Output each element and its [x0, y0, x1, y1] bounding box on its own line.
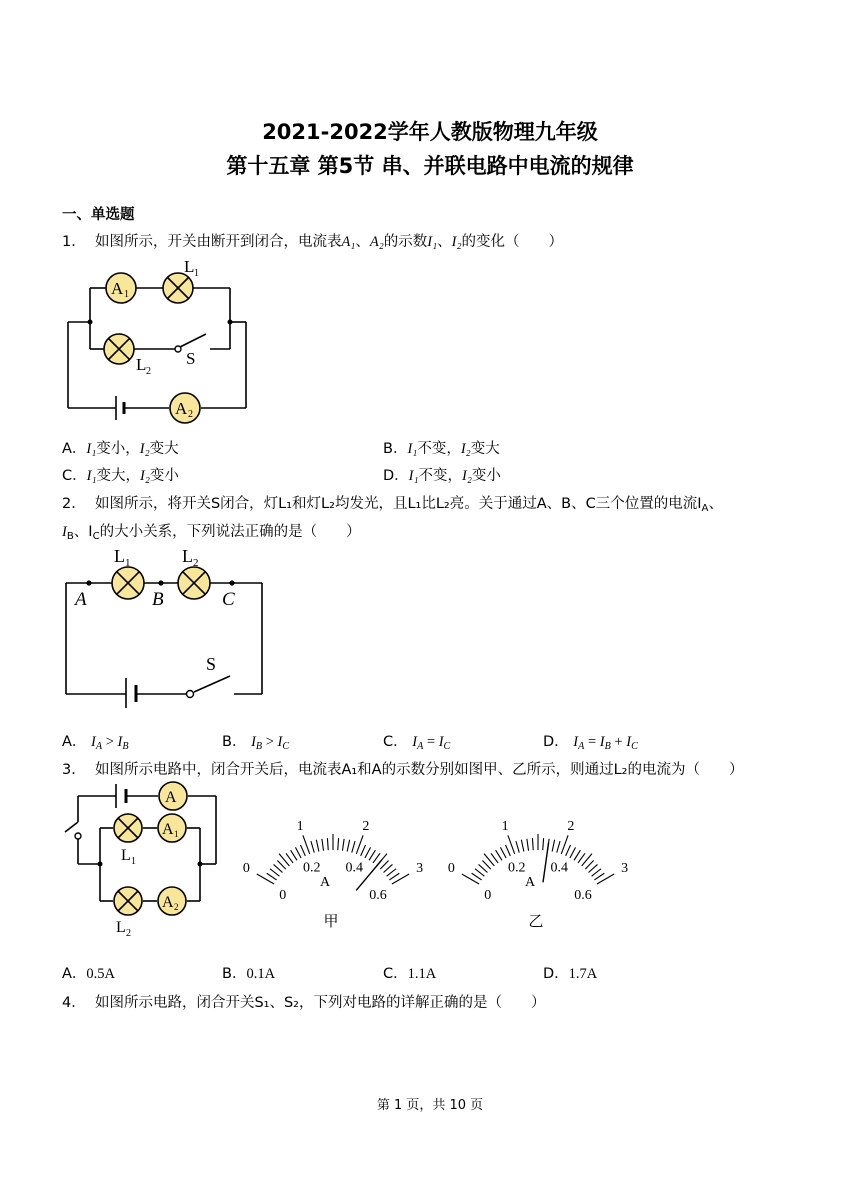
- q3-a2-sub: 2: [174, 902, 179, 912]
- meter-tick: [369, 850, 375, 860]
- meter-tick: [589, 864, 598, 872]
- page-footer: 第 1 页，共 10 页: [376, 1098, 484, 1113]
- q2-stem-line-1: 2． 如图所示，将开关S闭合，灯L₁和灯L₂均发光，且L₁比L₂亮。关于通过A、B、C三个位置的电流$I_A$、: [62, 496, 723, 514]
- meter-tick: [585, 860, 593, 869]
- meter-jia-outer-1: 1: [296, 818, 304, 834]
- q2-number: 2．: [62, 496, 86, 512]
- q1-option-a[interactable]: A．I₁变小，I₂变大: [62, 441, 179, 457]
- section-heading: 一、单选题: [62, 207, 135, 223]
- q3-option-b[interactable]: B．0.1A: [222, 966, 276, 982]
- q1-circuit-diagram: [60, 252, 260, 422]
- meter-yi-outer-3: 3: [621, 861, 629, 876]
- q1-stem-b: 、: [355, 234, 370, 250]
- q1-stem-e: 的变化（ ）: [461, 234, 564, 250]
- meter-tick: [384, 864, 393, 872]
- q2-option-b[interactable]: B． $I_B > I_C$: [222, 734, 290, 752]
- meter-tick: [295, 847, 301, 858]
- q2-l2-sub: 2: [193, 557, 199, 569]
- meter-tick: [566, 845, 571, 856]
- meter-tick: [462, 874, 479, 884]
- q1-s-label: S: [186, 349, 196, 368]
- meter-tick: [475, 869, 484, 876]
- q3-l2-sub: 2: [126, 928, 131, 939]
- q1-a2-sub: 2: [188, 409, 193, 420]
- meter-tick: [311, 841, 314, 853]
- q1-var-i1: I₁: [427, 234, 438, 250]
- meter-tick: [472, 873, 482, 880]
- q3-l2-label: L: [116, 919, 126, 936]
- q1-var-a2: A₂: [369, 234, 384, 250]
- q2-option-d[interactable]: D． $I_A = I_B + I_C$: [543, 734, 638, 752]
- meter-tick: [387, 869, 396, 876]
- meter-tick: [500, 847, 506, 858]
- meter-tick: [516, 841, 519, 853]
- meter-tick: [570, 847, 576, 858]
- meter-jia-outer-3: 3: [416, 861, 424, 876]
- q1-option-d[interactable]: D．I₁不变，I₂变小: [383, 468, 501, 484]
- meter-tick: [274, 864, 283, 872]
- q1-l2-sub: 2: [146, 366, 151, 377]
- q2-l2-label: L: [182, 546, 193, 566]
- q2-l1-label: L: [114, 546, 125, 566]
- meter-tick: [380, 860, 388, 869]
- meter-tick: [327, 838, 328, 850]
- meter-tick: [316, 840, 318, 852]
- meter-yi-dial: [433, 796, 643, 936]
- q2-option-a[interactable]: A． $I_A > I_B$: [62, 734, 129, 752]
- meter-tick: [338, 838, 339, 850]
- meter-tick: [557, 841, 560, 853]
- meter-tick: [342, 839, 344, 851]
- meter-yi-caption: 乙: [528, 914, 544, 930]
- q1-l1-label: L: [184, 257, 195, 276]
- meter-tick: [303, 835, 310, 854]
- meter-tick: [347, 840, 349, 852]
- meter-yi-inner-0: 0: [484, 888, 492, 903]
- meter-yi-inner-2: 0.4: [550, 860, 568, 876]
- meter-tick: [373, 853, 380, 863]
- q3-a1-label: A: [162, 821, 174, 838]
- meter-yi-inner-1: 0.2: [508, 860, 526, 876]
- q1-stem-d: 、: [437, 234, 452, 250]
- q1-stem: [62, 230, 563, 251]
- meter-tick: [300, 845, 305, 856]
- meter-tick: [543, 838, 544, 850]
- meter-tick: [322, 839, 324, 851]
- meter-jia-unit: A: [319, 875, 331, 890]
- meter-tick: [578, 853, 585, 863]
- meter-jia-outer-0: 0: [242, 861, 250, 876]
- q1-option-c[interactable]: C．I₁变大，I₂变小: [62, 468, 179, 484]
- q3-a-label: A: [165, 789, 177, 806]
- q2-point-b-label: B: [152, 589, 164, 610]
- meter-tick: [291, 850, 297, 860]
- meter-tick: [592, 869, 601, 876]
- q1-a1-label: A: [111, 279, 124, 298]
- title-line-2: 第十五章 第5节 串、并联电路中电流的规律: [226, 154, 634, 178]
- q2-circuit-diagram: [60, 542, 270, 702]
- meter-tick: [286, 853, 293, 863]
- q1-number: 1．: [62, 234, 86, 250]
- meter-tick: [267, 873, 277, 880]
- q1-l1-sub: 1: [194, 268, 199, 279]
- meter-tick: [505, 845, 510, 856]
- q3-option-a[interactable]: A．0.5A: [62, 966, 116, 982]
- meter-yi-unit: A: [524, 875, 536, 890]
- meter-tick: [574, 850, 580, 860]
- meter-jia-caption: 甲: [323, 914, 339, 930]
- q3-switch-icon: [75, 833, 81, 839]
- q1-stem-a: 如图所示，开关由断开到闭合，电流表: [94, 234, 342, 250]
- q1-a1-sub: 1: [124, 289, 129, 300]
- meter-tick: [521, 840, 523, 852]
- meter-jia-inner-2: 0.4: [345, 860, 363, 876]
- title-line-1: 2021-2022学年人教版物理九年级: [262, 120, 598, 144]
- q3-l1-sub: 1: [131, 856, 136, 867]
- meter-jia-dial: [228, 796, 438, 936]
- meter-yi-inner-3: 0.6: [574, 888, 592, 903]
- meter-tick: [365, 847, 371, 858]
- meter-tick: [356, 835, 363, 854]
- q3-number: 3．: [62, 762, 86, 778]
- q3-stem: 3． 如图所示电路中，闭合开关后，电流表A₁和A的示数分别如图甲、乙所示，则通过L₂的电流为（ ）: [62, 762, 744, 778]
- meter-tick: [532, 838, 533, 850]
- meter-tick: [361, 845, 366, 856]
- q3-a2-label: A: [162, 894, 174, 911]
- meter-jia-inner-1: 0.2: [303, 860, 321, 876]
- q3-l1-label: L: [121, 847, 131, 864]
- meter-tick: [496, 850, 502, 860]
- meter-tick: [352, 841, 355, 853]
- q3-option-c[interactable]: C．1.1A: [383, 966, 437, 982]
- meter-tick: [277, 860, 285, 869]
- q1-switch-icon: [175, 346, 181, 352]
- meter-tick: [594, 873, 604, 880]
- q2-switch-icon: [187, 691, 194, 698]
- meter-yi-outer-2: 2: [567, 818, 575, 834]
- q3-circuit-diagram: [60, 780, 230, 940]
- q1-stem-c: 的示数: [383, 234, 428, 250]
- q2-l1-sub: 1: [125, 557, 131, 569]
- meter-jia-inner-0: 0: [279, 888, 287, 903]
- q1-option-b[interactable]: B．I₁不变，I₂变大: [383, 441, 500, 457]
- meter-tick: [508, 835, 515, 854]
- meter-tick: [491, 853, 498, 863]
- meter-jia-outer-2: 2: [362, 818, 370, 834]
- q2-option-c[interactable]: C． $I_A = I_C$: [383, 734, 451, 752]
- meter-tick: [552, 840, 554, 852]
- meter-tick: [257, 874, 274, 884]
- meter-tick: [479, 864, 488, 872]
- meter-yi-outer-1: 1: [501, 818, 509, 834]
- q1-l2-label: L: [136, 355, 147, 374]
- meter-tick: [561, 835, 568, 854]
- meter-tick: [597, 874, 614, 884]
- meter-tick: [392, 874, 409, 884]
- meter-yi-outer-0: 0: [447, 861, 455, 876]
- q1-var-a1: A₁: [341, 234, 356, 250]
- meter-yi-needle: [543, 843, 549, 883]
- q4-number: 4．: [62, 995, 86, 1011]
- q1-a2-label: A: [175, 399, 188, 418]
- meter-tick: [527, 839, 529, 851]
- meter-tick: [389, 873, 399, 880]
- meter-tick: [270, 869, 279, 876]
- q2-point-a-label: A: [75, 589, 87, 610]
- meter-jia-inner-3: 0.6: [369, 888, 387, 903]
- q2-s-label: S: [206, 654, 217, 674]
- meter-tick: [482, 860, 490, 869]
- q4-stem: 4． 如图所示电路，闭合开关S₁、S₂，下列对电路的详解正确的是（ ）: [62, 995, 546, 1011]
- q3-option-d[interactable]: D．1.7A: [543, 966, 598, 982]
- q1-var-i2: I₂: [451, 234, 462, 250]
- q2-stem-line-2: $I_B$、$I_C$的大小关系，下列说法正确的是（ ）: [62, 524, 361, 542]
- q2-point-c-label: C: [222, 589, 235, 610]
- q3-a1-sub: 1: [174, 829, 179, 839]
